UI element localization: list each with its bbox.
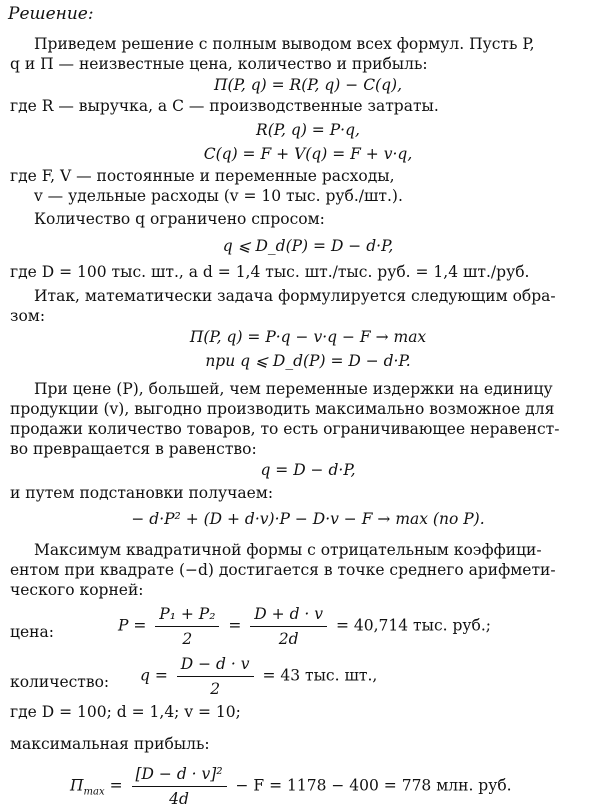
equals-sign: = (228, 616, 242, 635)
solution-heading: Решение: (8, 4, 94, 24)
text-line: и путем подстановки получаем: (10, 484, 274, 502)
text-line: где R — выручка, а C — производственные затраты. (10, 97, 439, 115)
text-line: во превращается в равенство: (10, 440, 257, 458)
fraction-denominator: 2d (278, 630, 299, 648)
fraction-numerator: D − d · v (177, 654, 254, 677)
price-label: цена: (10, 623, 54, 641)
profit-subscript: max (83, 786, 105, 798)
formula-objective: П(P, q) = P·q − v·q − F → max (189, 328, 427, 346)
text-line: продукции (v), выгодно производить максимально возможное для (10, 400, 555, 418)
text-line: При цене (P), большей, чем переменные издержки на единицу (34, 380, 553, 398)
text-line: Максимум квадратичной формы с отрицательным коэффици- (34, 541, 542, 559)
fraction-price (250, 604, 327, 649)
formula-demand: q ⩽ D_d(P) = D − d·P, (222, 237, 394, 255)
quantity-label: количество: (10, 673, 110, 691)
profit-lhs: П (70, 776, 84, 795)
fraction-roots (155, 604, 219, 649)
fraction-denominator: 2 (182, 630, 193, 648)
formula-revenue: R(P, q) = P·q, (256, 121, 360, 139)
text-line: продажи количество товаров, то есть ограничивающее неравенст- (10, 420, 560, 438)
formula-price (118, 604, 491, 649)
text-line: q и П — неизвестные цена, количество и прибыль: (10, 55, 428, 73)
formula-costs: C(q) = F + V(q) = F + v·q, (203, 145, 413, 163)
formula-quantity (140, 654, 377, 699)
fraction-denominator: 2 (210, 680, 221, 698)
fraction-numerator: P₁ + P₂ (155, 604, 219, 627)
text-line: максимальная прибыль: (10, 735, 210, 753)
formula-constraint: при q ⩽ D_d(P) = D − d·P. (205, 352, 411, 370)
text-line: где D = 100 тыс. шт., а d = 1,4 тыс. шт./тыс. руб. = 1,4 шт./руб. (10, 263, 530, 281)
quantity-lhs: q = (140, 666, 168, 685)
text-line: где F, V — постоянные и переменные расходы, (10, 167, 395, 185)
fraction-numerator: D + d · v (250, 604, 327, 627)
text-line: ческого корней: (10, 581, 144, 599)
text-line: где D = 100; d = 1,4; v = 10; (10, 703, 241, 721)
text-line: Приведем решение с полным выводом всех формул. Пусть P, (34, 35, 535, 53)
fraction-profit (132, 764, 227, 809)
formula-equality: q = D − d·P, (260, 461, 356, 479)
text-line: зом: (10, 307, 46, 325)
formula-quadratic: − d·P² + (D + d·v)·P − D·v − F → max (по P). (131, 510, 485, 528)
price-lhs: P = (118, 616, 147, 635)
formula-max-profit (70, 764, 512, 809)
fraction-quantity (177, 654, 254, 699)
text-line: Итак, математически задача формулируется следующим обра- (34, 287, 556, 305)
price-result: = 40,714 тыс. руб.; (335, 616, 492, 635)
profit-result: − F = 1178 − 400 = 778 млн. руб. (235, 776, 512, 795)
text-line: Количество q ограничено спросом: (34, 210, 325, 228)
equals-sign: = (109, 776, 123, 795)
formula-profit-def: П(P, q) = R(P, q) − C(q), (214, 76, 402, 94)
text-line: ентом при квадрате (−d) достигается в точке среднего арифмети- (10, 561, 556, 579)
quantity-result: = 43 тыс. шт., (262, 666, 378, 685)
fraction-numerator: [D − d · v]² (132, 764, 227, 787)
fraction-denominator: 4d (169, 790, 189, 808)
text-line: v — удельные расходы (v = 10 тыс. руб./шт.). (34, 187, 403, 205)
